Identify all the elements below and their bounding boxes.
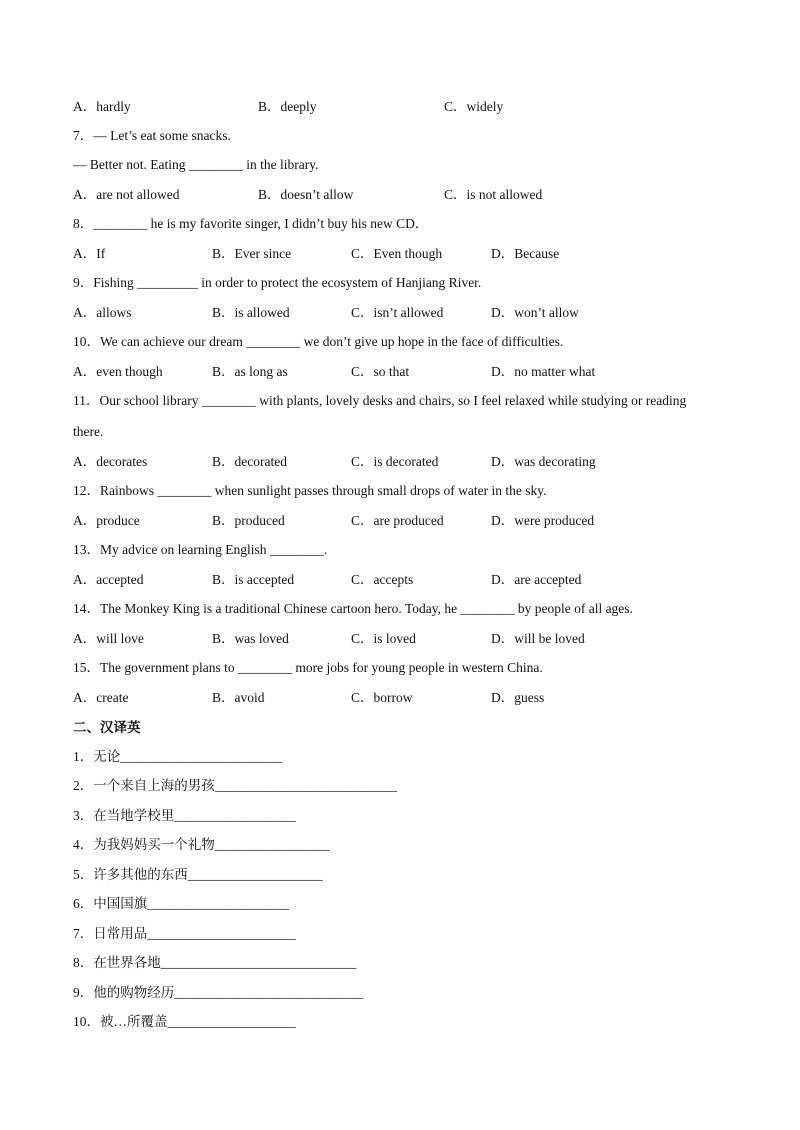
- option-b: B．Ever since: [212, 246, 292, 261]
- option-a: A．will love: [73, 631, 144, 646]
- option-b: B．is allowed: [212, 305, 290, 320]
- option-b: B．deeply: [258, 99, 317, 114]
- question-stem-continued: there.: [73, 424, 104, 439]
- option-b: B．avoid: [212, 690, 265, 705]
- question-stem: 14．The Monkey King is a traditional Chinese cartoon hero. Today, he ________ by people of all ages.: [73, 601, 633, 616]
- option-d: D．guess: [491, 690, 545, 705]
- question-stem: 8．________ he is my favorite singer, I didn’t buy his new CD．: [73, 216, 429, 231]
- section-heading: 二、汉译英: [73, 720, 141, 735]
- option-b: B．is accepted: [212, 572, 295, 587]
- option-c: C．is not allowed: [444, 187, 543, 202]
- option-b: B．doesn’t allow: [258, 187, 354, 202]
- question-stem: 12．Rainbows ________ when sunlight passes through small drops of water in the sky.: [73, 483, 547, 498]
- translation-item: 3．在当地学校里__________________: [73, 808, 296, 823]
- option-c: C．so that: [351, 364, 410, 379]
- question-stem: 13．My advice on learning English ________.: [73, 542, 328, 557]
- question-stem: 15．The government plans to ________ more jobs for young people in western China.: [73, 660, 543, 675]
- option-c: C．is loved: [351, 631, 416, 646]
- option-c: C．isn’t allowed: [351, 305, 444, 320]
- option-c: C．widely: [444, 99, 504, 114]
- option-d: D．are accepted: [491, 572, 582, 587]
- translation-item: 2．一个来自上海的男孩___________________________: [73, 778, 397, 793]
- translation-item: 8．在世界各地_____________________________: [73, 955, 357, 970]
- question-stem-continued: — Better not. Eating ________ in the library.: [73, 157, 319, 172]
- option-c: C．accepts: [351, 572, 414, 587]
- option-a: A．allows: [73, 305, 132, 320]
- option-d: D．will be loved: [491, 631, 585, 646]
- option-a: A．If: [73, 246, 106, 261]
- translation-item: 1．无论________________________: [73, 749, 283, 764]
- question-stem: 10．We can achieve our dream ________ we don’t give up hope in the face of difficulties.: [73, 334, 564, 349]
- option-a: A．create: [73, 690, 129, 705]
- option-a: A．are not allowed: [73, 187, 180, 202]
- option-c: C．are produced: [351, 513, 444, 528]
- option-a: A．produce: [73, 513, 140, 528]
- option-d: D．was decorating: [491, 454, 596, 469]
- option-d: D．Because: [491, 246, 560, 261]
- option-b: B．decorated: [212, 454, 287, 469]
- translation-item: 9．他的购物经历____________________________: [73, 985, 364, 1000]
- option-c: C．borrow: [351, 690, 413, 705]
- option-d: D．were produced: [491, 513, 595, 528]
- option-c: C．is decorated: [351, 454, 439, 469]
- translation-item: 7．日常用品______________________: [73, 926, 296, 941]
- translation-item: 10．被…所覆盖___________________: [73, 1014, 296, 1029]
- translation-item: 6．中国国旗_____________________: [73, 896, 289, 911]
- option-a: A．even though: [73, 364, 163, 379]
- option-b: B．produced: [212, 513, 285, 528]
- translation-item: 5．许多其他的东西____________________: [73, 867, 323, 882]
- option-b: B．was loved: [212, 631, 289, 646]
- option-d: D．won’t allow: [491, 305, 579, 320]
- option-a: A．hardly: [73, 99, 131, 114]
- option-b: B．as long as: [212, 364, 288, 379]
- option-d: D．no matter what: [491, 364, 596, 379]
- question-stem: 7．— Let’s eat some snacks.: [73, 128, 231, 143]
- option-a: A．accepted: [73, 572, 144, 587]
- option-c: C．Even though: [351, 246, 443, 261]
- option-a: A．decorates: [73, 454, 148, 469]
- question-stem: 11．Our school library ________ with plants, lovely desks and chairs, so I feel relaxed while studying or reading: [73, 393, 687, 408]
- question-stem: 9．Fishing _________ in order to protect the ecosystem of Hanjiang River.: [73, 275, 482, 290]
- translation-item: 4．为我妈妈买一个礼物_________________: [73, 837, 330, 852]
